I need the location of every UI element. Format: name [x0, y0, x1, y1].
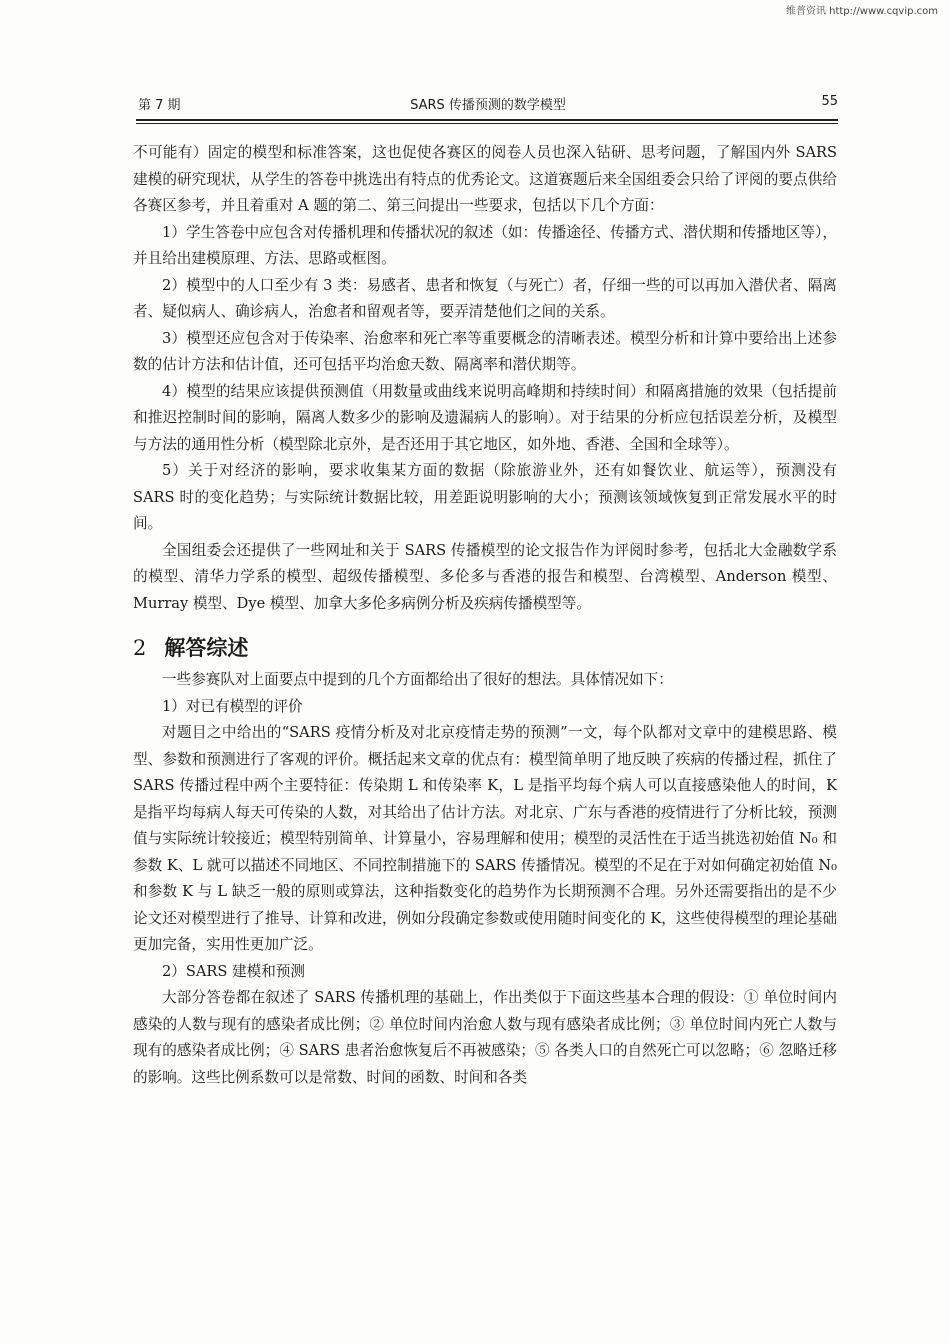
- header-rule: [136, 119, 838, 124]
- requirement-5: 5）关于对经济的影响，要求收集某方面的数据（除旅游业外，还有如餐饮业、航运等），预测没有 SARS 时的变化趋势；与实际统计数据比较，用差距说明影响的大小；预测该领域恢复到正常发展水平的时间。: [133, 462, 837, 532]
- requirement-1: 1）学生答卷中应包含对传播机理和传播状况的叙述（如：传播途径、传播方式、潜伏期和传播地区等），并且给出建模原理、方法、思路或框图。: [133, 223, 837, 267]
- requirement-3: 3）模型还应包含对于传染率、治愈率和死亡率等重要概念的清晰表述。模型分析和计算中要给出上述参数的估计方法和估计值，还可包括平均治愈天数、隔离率和潜伏期等。: [133, 329, 837, 373]
- issue-number: 第 7 期: [138, 98, 181, 113]
- section-intro: 一些参赛队对上面要点中提到的几个方面都给出了很好的想法。具体情况如下：: [162, 671, 673, 688]
- section-number: 2: [133, 636, 147, 660]
- running-head: [138, 94, 838, 120]
- section-title: 解答综述: [164, 636, 249, 660]
- assumptions-paragraph: 大部分答卷都在叙述了 SARS 传播机理的基础上，作出类似于下面这些基本合理的假设：① 单位时间内感染的人数与现有的感染者成比例；② 单位时间内治愈人数与现有感染者成比例；③ 单位时间内死亡人数与现有的感染者成比例；④ SARS 患者治愈恢复后不再被感染；⑤ 各类人口的自然死亡可以忽略；⑥ 忽略迁移的影响。这些比例系数可以是常数、时间的函数、时间和各类: [133, 989, 837, 1086]
- subheading-sars-modeling: 2）SARS 建模和预测: [162, 962, 306, 980]
- requirement-2: 2）模型中的人口至少有 3 类：易感者、患者和恢复（与死亡）者，仔细一些的可以再加入潜伏者、隔离者、疑似病人、确诊病人，治愈者和留观者等，要弄清楚他们之间的关系。: [133, 276, 837, 320]
- article-body: [133, 140, 837, 1091]
- journal-running-title: SARS 传播预测的数学模型: [410, 98, 566, 113]
- paragraph-continued: 不可能有）固定的模型和标准答案，这也促使各赛区的阅卷人员也深入钻研、思考问题，了解国内外 SARS 建模的研究现状，从学生的答卷中挑选出有特点的优秀论文。这道赛题后来全国组委会只给了评阅的要点供给各赛区参考，并且着重对 A 题的第二、第三问提出一些要求，包括以下几个方面：: [133, 144, 837, 214]
- requirement-4: 4）模型的结果应该提供预测值（用数量或曲线来说明高峰期和持续时间）和隔离措施的效果（包括提前和推迟控制时间的影响，隔离人数多少的影响及遗漏病人的影响）。对于结果的分析应包括误差分析，及模型与方法的通用性分析（模型除北京外，是否还用于其它地区，如外地、香港、全国和全球等）。: [133, 382, 837, 453]
- references-paragraph: 全国组委会还提供了一些网址和关于 SARS 传播模型的论文报告作为评阅时参考，包括北大金融数学系的模型、清华力学系的模型、超级传播模型、多伦多与香港的报告和模型、台湾模型、Anderson 模型、Murray 模型、Dye 模型、加拿大多伦多病例分析及疾病传播模型等。: [133, 541, 837, 612]
- page-number: 55: [821, 94, 838, 109]
- section-heading: [133, 631, 837, 665]
- watermark: 维普资讯 http://www.cqvip.com: [785, 6, 938, 17]
- model-evaluation-paragraph: 对题目之中给出的“SARS 疫情分析及对北京疫情走势的预测”一文，每个队都对文章中的建模思路、模型、参数和预测进行了客观的评价。概括起来文章的优点有：模型简单明了地反映了疾病的传播过程，抓住了 SARS 传播过程中两个主要特征：传染期 L 和传染率 K，L 是指平均每个病人可以直接感染他人的时间，K 是指平均每病人每天可传染的人数，对其给出了估计方法。对北京、广东与香港的疫情进行了分析比较，预测值与实际统计较接近；模型特别简单、计算量小，容易理解和使用；模型的灵活性在于适当挑选初始值 N₀ 和参数 K、L 就可以描述不同地区、不同控制措施下的 SARS 传播情况。模型的不足在于对如何确定初始值 N₀ 和参数 K 与 L 缺乏一般的原则或算法，这种指数变化的趋势作为长期预测不合理。另外还需要指出的是不少论文还对模型进行了推导、计算和改进，例如分段确定参数或使用随时间变化的 K，这些使得模型的理论基础更加完备，实用性更加广泛。: [133, 724, 837, 953]
- subheading-model-evaluation: 1）对已有模型的评价: [162, 697, 303, 715]
